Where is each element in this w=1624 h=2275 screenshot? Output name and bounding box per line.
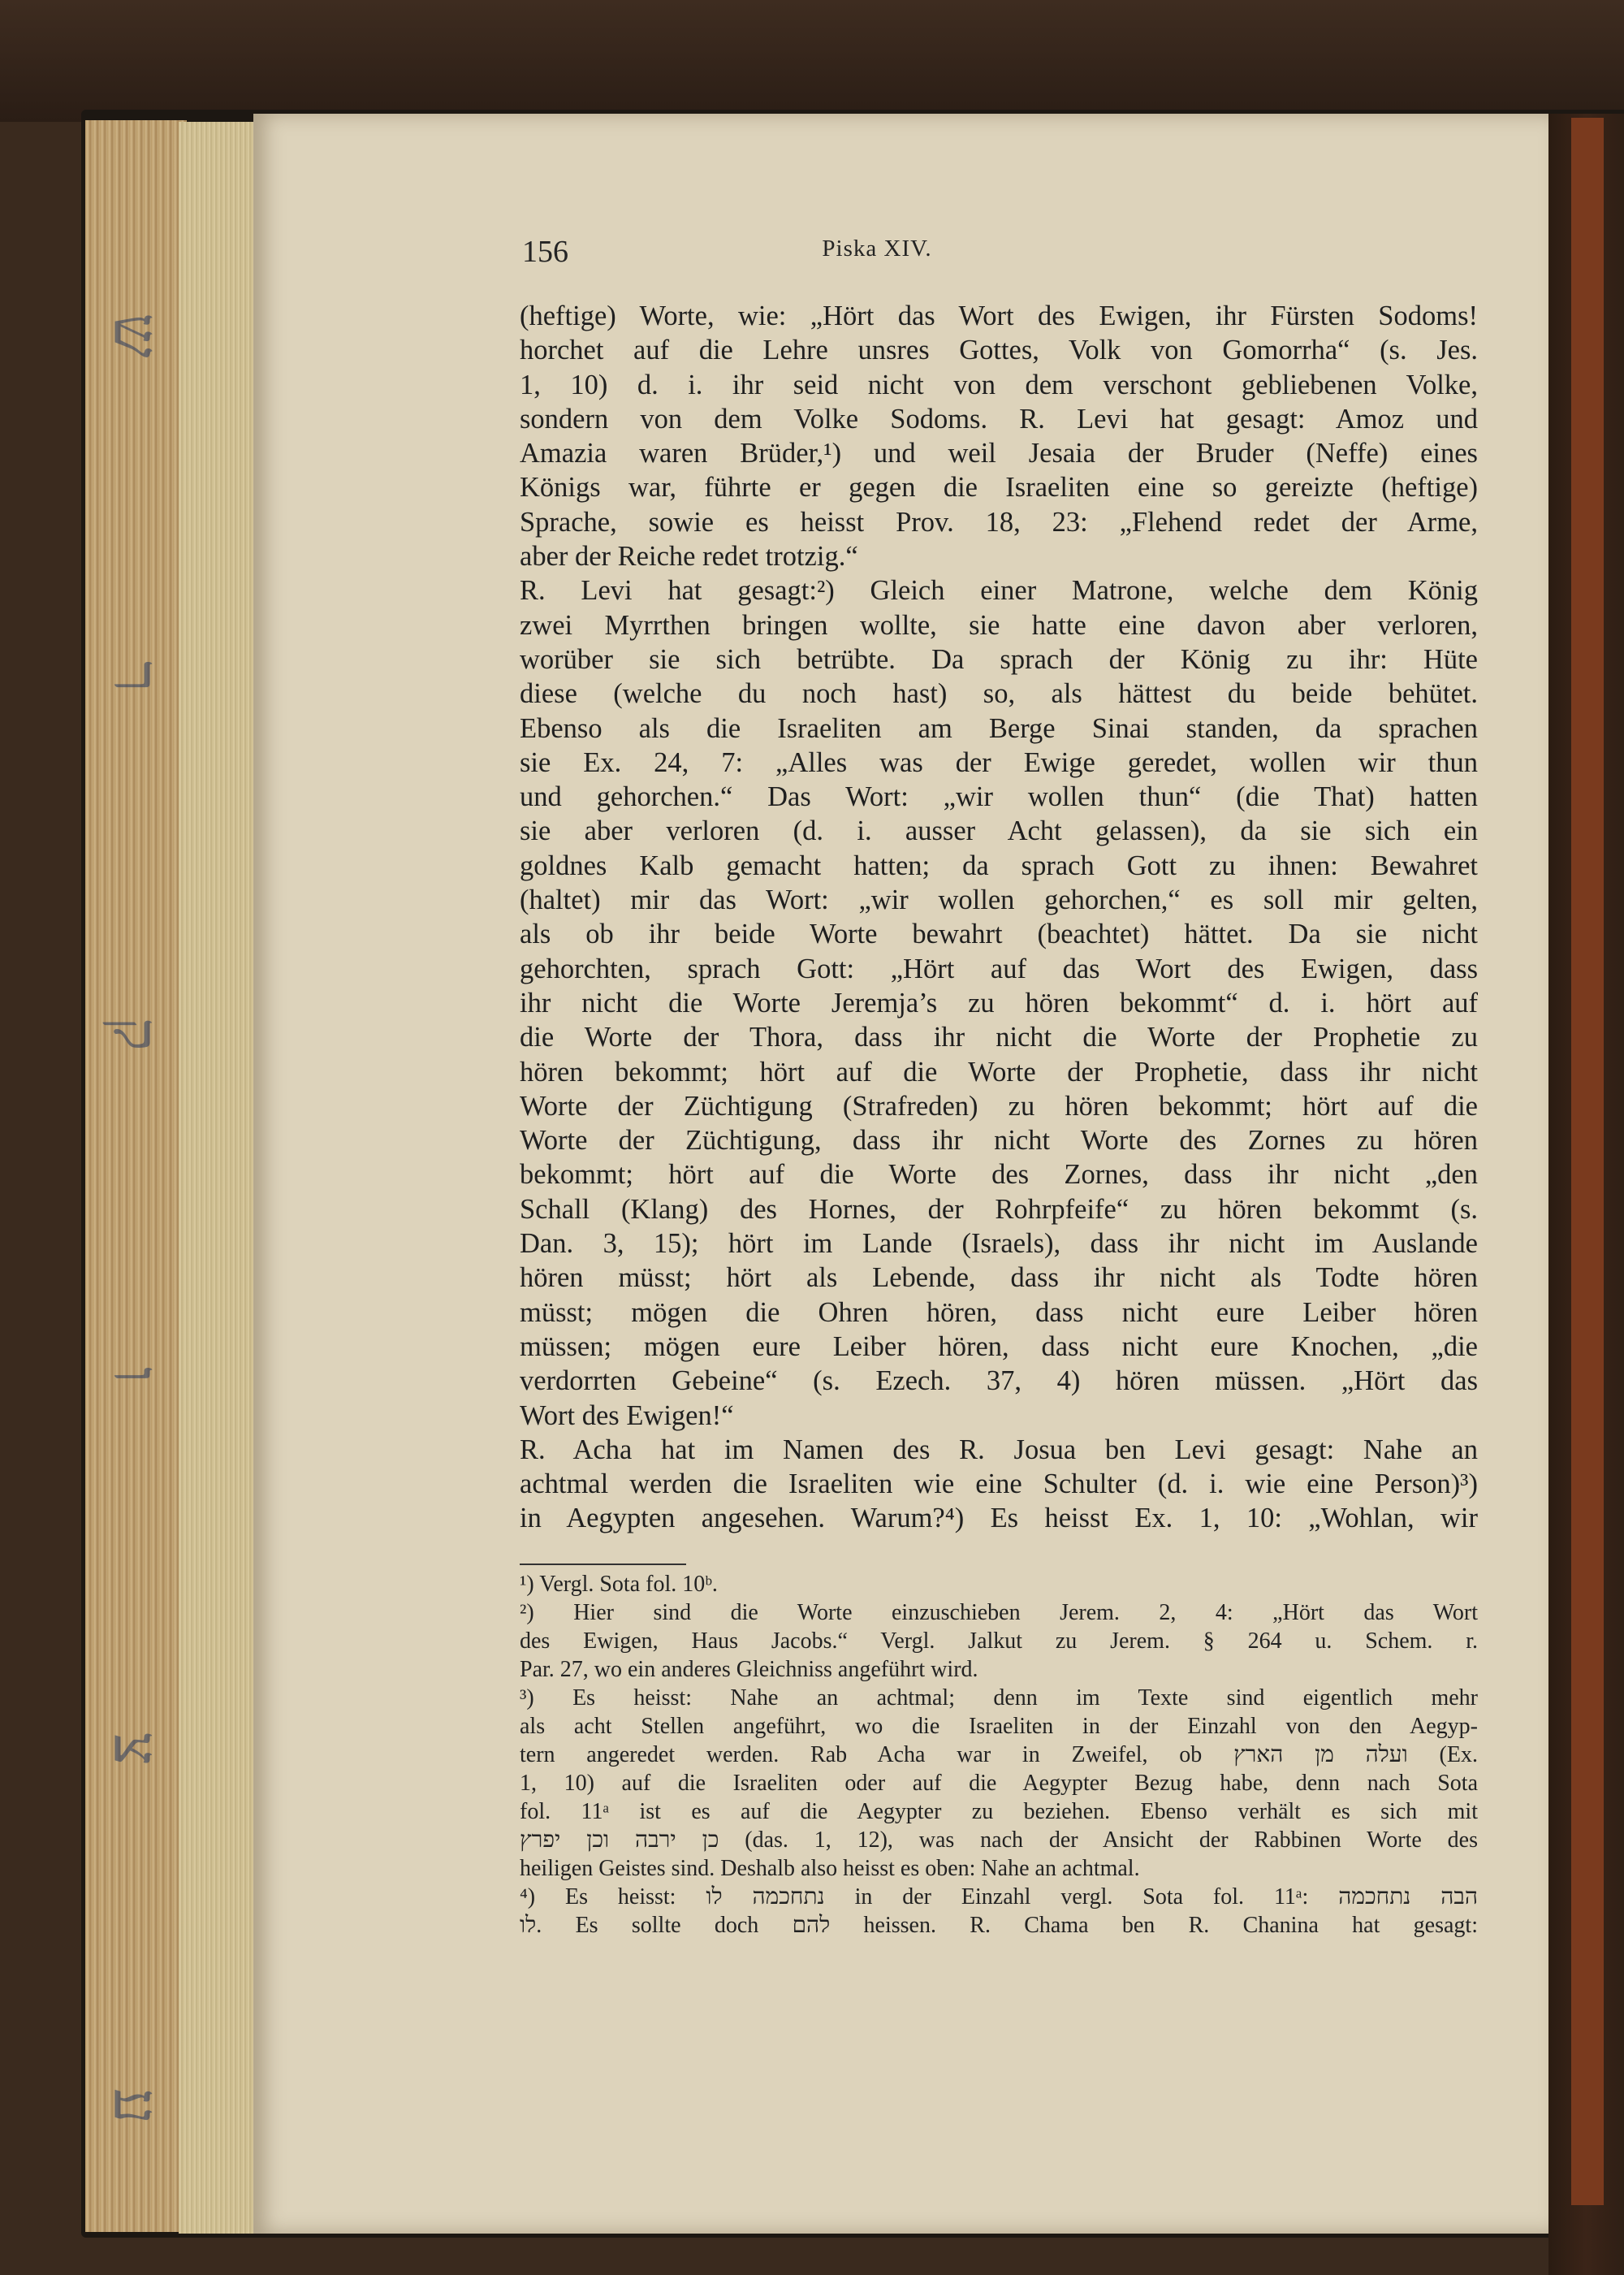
- footnote-line: ³) Es heisst: Nahe an achtmal; denn im Texte sind eigentlich mehr: [520, 1685, 1478, 1711]
- footnote-line: des Ewigen, Haus Jacobs.“ Vergl. Jalkut zu Jerem. § 264 u. Schem. r.: [520, 1628, 1478, 1654]
- text-line: worüber sie sich betrübte. Da sprach der König zu ihr: Hüte: [520, 643, 1478, 675]
- spine-ornament: ו: [99, 1367, 173, 1383]
- footnote-line: ⁴) Es heisst: נתחכמה לו in der Einzahl vergl. Sota fol. 11ᵃ: הבה נתחכמה: [520, 1884, 1478, 1910]
- text-line: hören müsst; hört als Lebende, dass ihr nicht als Todte hören: [520, 1262, 1478, 1294]
- text-line: R. Acha hat im Namen des R. Josua ben Levi gesagt: Nahe an: [520, 1434, 1478, 1465]
- text-line: ihr nicht die Worte Jeremja’s zu hören bekommt“ d. i. hört auf: [520, 987, 1478, 1019]
- text-line: als ob ihr beide Worte bewahrt (beachtet) hättet. Da sie nicht: [520, 919, 1478, 950]
- text-line: Worte der Züchtigung, dass ihr nicht Worte des Zornes zu hören: [520, 1125, 1478, 1157]
- text-line: Schall (Klang) des Hornes, der Rohrpfeife“ zu hören bekommt (s.: [520, 1193, 1478, 1225]
- text-line: Königs war, führte er gegen die Israeliten eine so gereizte (heftige): [520, 472, 1478, 504]
- main-text: [520, 299, 1478, 1536]
- text-line: hören bekommt; hört auf die Worte der Prophetie, dass ihr nicht: [520, 1056, 1478, 1088]
- text-line: sondern von dem Volke Sodoms. R. Levi hat gesagt: Amoz und: [520, 403, 1478, 435]
- background-top: [0, 0, 1624, 122]
- text-line: gehorchten, sprach Gott: „Hört auf das Wort des Ewigen, dass: [520, 953, 1478, 984]
- spine-ornament: ק: [99, 1017, 173, 1051]
- footnote-line: tern angeredet werden. Rab Acha war in Zweifel, ob ועלה מן הארץ (Ex.: [520, 1742, 1478, 1767]
- text-line: zwei Myrrthen bringen wollte, sie hatte eine davon aber verloren,: [520, 609, 1478, 641]
- spine-ornament: ע: [99, 2087, 173, 2125]
- text-line: Worte der Züchtigung (Strafreden) zu hören bekommt; hört auf die: [520, 1090, 1478, 1122]
- text-line: diese (welche du noch hast) so, als hättest du beide behütet.: [520, 678, 1478, 710]
- text-line: und gehorchen.“ Das Wort: „wir wollen thun“ (die That) hatten: [520, 781, 1478, 813]
- text-line: sie aber verloren (d. i. ausser Acht gelassen), da sie sich ein: [520, 815, 1478, 847]
- text-line: müssen; mögen eure Leiber hören, dass nicht eure Knochen, „die: [520, 1330, 1478, 1362]
- text-line: Amazia waren Brüder,¹) und weil Jesaia der Bruder (Neffe) eines: [520, 438, 1478, 469]
- text-line: (haltet) mir das Wort: „wir wollen gehorchen,“ es soll mir gelten,: [520, 884, 1478, 916]
- text-line: horchet auf die Lehre unsres Gottes, Volk von Gomorrha“ (s. Jes.: [520, 335, 1478, 366]
- footnotes: [520, 1570, 1478, 1940]
- footnote-line: ¹) Vergl. Sota fol. 10ᵇ.: [520, 1572, 718, 1597]
- text-line: in Aegypten angesehen. Warum?⁴) Es heisst Ex. 1, 10: „Wohlan, wir: [520, 1503, 1478, 1534]
- footnote-line: Par. 27, wo ein anderes Gleichniss angeführt wird.: [520, 1657, 978, 1682]
- text-line: (heftige) Worte, wie: „Hört das Wort des Ewigen, ihr Fürsten Sodoms!: [520, 301, 1478, 331]
- footnote-line: לו. Es sollte doch להם heissen. R. Chama ben R. Chanina hat gesagt:: [520, 1913, 1478, 1938]
- text-line: Dan. 3, 15); hört im Lande (Israels), dass ihr nicht im Auslande: [520, 1228, 1478, 1260]
- text-line: müsst; mögen die Ohren hören, dass nicht eure Leiber hören: [520, 1296, 1478, 1328]
- text-line: bekommt; hört auf die Worte des Zornes, dass ihr nicht „den: [520, 1159, 1478, 1191]
- footnote-line: als acht Stellen angeführt, wo die Israeliten in der Einzahl von den Aegyp-: [520, 1714, 1478, 1739]
- footnote-line: heiligen Geistes sind. Deshalb also heisst es oben: Nahe an achtmal.: [520, 1856, 1140, 1881]
- text-line: R. Levi hat gesagt:²) Gleich einer Matrone, welche dem König: [520, 575, 1478, 607]
- footnote-rule: [520, 1564, 686, 1565]
- footnote-line: 1, 10) auf die Israeliten oder auf die Aegypter Bezug habe, denn nach Sota: [520, 1771, 1478, 1796]
- facing-page-edge: [1571, 118, 1604, 2205]
- text-line: goldnes Kalb gemacht hatten; da sprach Gott zu ihnen: Bewahret: [520, 850, 1478, 881]
- footnote-line: fol. 11ᵃ ist es auf die Aegypter zu beziehen. Ebenso verhält es sich mit: [520, 1799, 1478, 1824]
- text-line: die Worte der Thora, dass ihr nicht die Worte der Prophetie zu: [520, 1022, 1478, 1053]
- spine-ornament: ש: [99, 313, 173, 358]
- spine-ornament: ר: [99, 660, 173, 693]
- page-number: 156: [522, 235, 568, 269]
- footnote-line: כן ירבה וכן יפרץ (das. 1, 12), was nach der Ansicht der Rabbinen Worte des: [520, 1827, 1479, 1853]
- text-line: sie Ex. 24, 7: „Alles was der Ewige geredet, wollen wir thun: [520, 746, 1478, 778]
- text-line: Ebenso als die Israeliten am Berge Sinai standen, da sprachen: [520, 712, 1478, 744]
- spine-ornament: צ: [99, 1732, 173, 1766]
- book-spine-stack: [85, 120, 187, 2232]
- text-line: verdorrten Gebeine“ (s. Ezech. 37, 4) hören müssen. „Hört das: [520, 1365, 1478, 1397]
- text-line: Wort des Ewigen!“: [520, 1399, 734, 1431]
- text-line: Sprache, sowie es heisst Prov. 18, 23: „Flehend redet der Arme,: [520, 506, 1478, 538]
- text-line: 1, 10) d. i. ihr seid nicht von dem verschont gebliebenen Volke,: [520, 369, 1478, 400]
- text-line: aber der Reiche redet trotzig.“: [520, 541, 858, 573]
- text-line: achtmal werden die Israeliten wie eine Schulter (d. i. wie eine Person)³): [520, 1468, 1478, 1500]
- running-head: Piska XIV.: [822, 236, 932, 262]
- page-edges: [179, 122, 260, 2234]
- footnote-line: ²) Hier sind die Worte einzuschieben Jerem. 2, 4: „Hört das Wort: [520, 1600, 1478, 1625]
